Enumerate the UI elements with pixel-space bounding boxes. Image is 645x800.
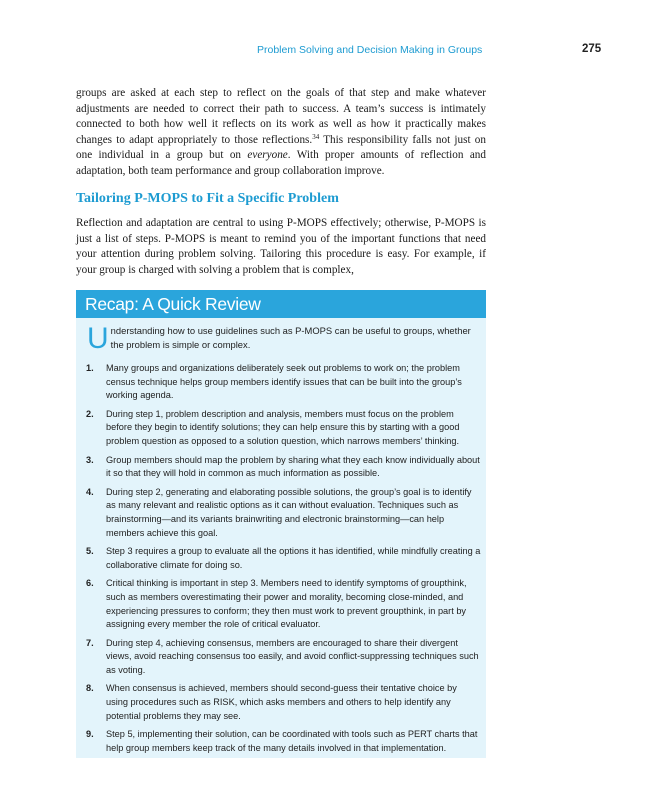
item-text: During step 2, generating and elaborating possible solutions, the group’s goal is to identify as many relevant and realistic options as it can without evaluation. Techniques such as brainstorming—and its variants brainwriting and electronic brainstorming—can help members achieve this goal.: [106, 486, 472, 538]
paragraph-text: This responsibility falls not just on one individual in a group but on: [76, 133, 486, 161]
recap-list: [86, 362, 481, 760]
section-paragraph: Reflection and adaptation are central to using P-MOPS effectively; otherwise, P-MOPS is just a list of steps. P-MOPS is meant to remind you of the important functions that need your attention during problem solving. Tailoring this procedure is easy. For example, if your group is charged with solving a problem that is complex,: [76, 217, 486, 276]
paragraph-text: groups are asked at each step to reflect on the goals of that step and make whatever adjustments are needed to correct their path to success. A team’s success is intimately connected to both how well it reflects on its work as well as how it practically makes changes to adapt appropriately to those reflections.: [76, 87, 486, 146]
recap-item-4: [86, 486, 481, 540]
running-title: Problem Solving and Decision Making in Groups: [257, 44, 483, 56]
item-number: 7.: [86, 637, 94, 648]
recap-intro-text: nderstanding how to use guidelines such as P-MOPS can be useful to groups, whether the problem is simple or complex.: [110, 325, 471, 350]
body-paragraph: [76, 86, 486, 179]
paragraph-text: . With proper amounts of reflection and adaptation, both team performance and group collaboration improve.: [76, 149, 486, 177]
item-number: 2.: [86, 408, 94, 419]
item-text: Step 3 requires a group to evaluate all the options it has identified, while mindfully creating a collaborative climate for doing so.: [106, 546, 481, 570]
item-text: Step 5, implementing their solution, can be coordinated with tools such as PERT charts that help group members keep track of the many details involved in that implementation.: [106, 729, 478, 753]
footnote-marker: 34: [312, 132, 320, 141]
item-number: 1.: [86, 363, 94, 373]
recap-box: [76, 290, 486, 758]
recap-title: Recap: A Quick Review: [76, 290, 486, 318]
item-text: Critical thinking is important in step 3. Members need to identify symptoms of groupthink, such as members overestimating their power and morality, becoming close-minded, and experiencing pressures to conform; they then must work to prevent groupthink, in part by assigning every member the role of critical evaluator.: [106, 578, 467, 630]
item-number: 8.: [86, 683, 94, 694]
recap-item-8: [86, 682, 481, 723]
recap-item-1: [86, 362, 481, 403]
item-number: 5.: [86, 546, 94, 557]
recap-item-2: [86, 408, 481, 449]
item-text: During step 1, problem description and analysis, members must focus on the problem before they begin to identify solutions; they can help ensure this by starting with a good problem question as opposed to a solution question, which narrows members’ thinking.: [106, 408, 460, 446]
recap-item-5: [86, 545, 481, 572]
item-number: 3.: [86, 454, 94, 465]
recap-item-7: [86, 637, 481, 678]
emphasis-text: everyone: [247, 149, 288, 161]
drop-cap: U: [87, 322, 109, 355]
item-text: Many groups and organizations deliberately seek out problems to work on; the problem census technique helps group members identify issues that can be built into the group’s working agenda.: [106, 363, 462, 401]
section-heading: Tailoring P-MOPS to Fit a Specific Problem: [76, 191, 339, 206]
item-text: Group members should map the problem by sharing what they each know individually about it so that they will hold in common as much information as possible.: [106, 454, 480, 479]
recap-item-3: [86, 454, 481, 481]
recap-intro: [87, 322, 472, 355]
recap-item-9: [86, 728, 481, 755]
item-number: 6.: [86, 578, 94, 589]
page-number: 275: [582, 43, 602, 55]
running-head: [0, 44, 645, 60]
recap-item-6: [86, 577, 481, 631]
item-text: When consensus is achieved, members should second-guess their tentative choice by using procedures such as RISK, which asks members and others to help identify any potential problems they may see.: [106, 683, 457, 721]
item-number: 4.: [86, 486, 94, 497]
item-text: During step 4, achieving consensus, members are encouraged to share their divergent views, avoid reaching consensus too easily, and avoid conflict-suppressing techniques such as voting.: [106, 637, 479, 675]
item-number: 9.: [86, 729, 94, 740]
